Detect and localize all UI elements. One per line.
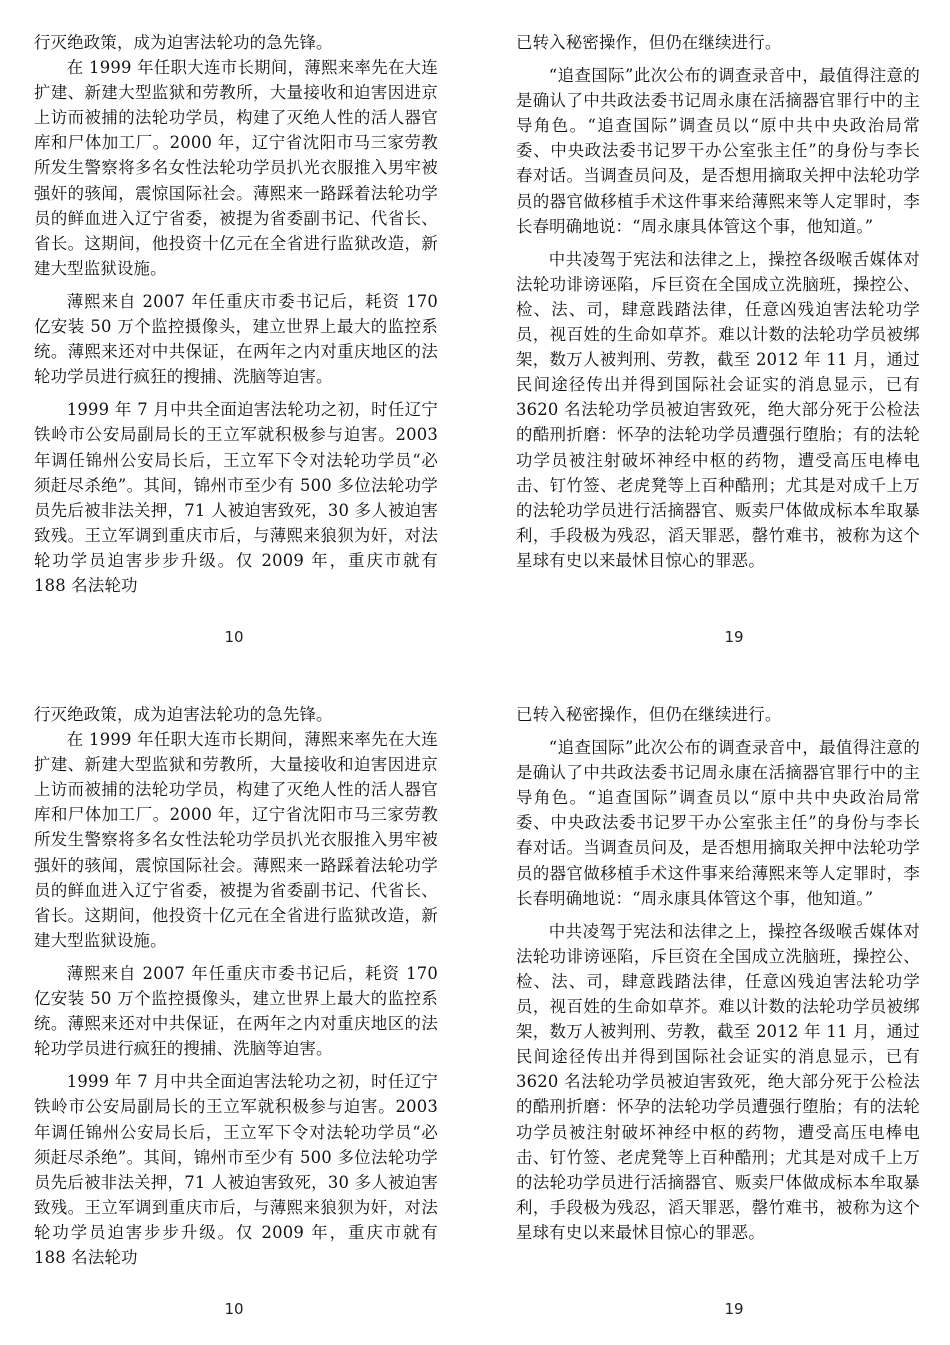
paragraph: 1999 年 7 月中共全面迫害法轮功之初，时任辽宁铁岭市公安局副局长的王立军就积极参与迫害。2003 年调任锦州公安局长后，王立军下令对法轮功学员“必须赶尽杀绝”。其间，锦州市至少有 500 多位法轮功学员先后被非法关押，71 人被迫害致死，30 多人被迫害致残。王立军调到重庆市后，与薄熙来狼狈为奸，对法轮功学员迫害步步升级。仅 2009 年，重庆市就有 188 名法轮功 — [34, 400, 438, 595]
paragraph: 中共凌驾于宪法和法律之上，操控各级喉舌媒体对法轮功诽谤诬陷，斥巨资在全国成立洗脑班，操控公、检、法、司，肆意践踏法律，任意凶残迫害法轮功学员，视百姓的生命如草芥。难以计数的法轮功学员被绑架，数万人被判刑、劳教，截至 2012 年 11 月，通过民间途径传出并得到国际社会证实的消息显示，已有 3620 名法轮功学员被迫害致死，绝大部分死于公检法的酷刑折磨：怀孕的法轮功学员遭强行堕胎；有的法轮功学员被注射破坏神经中枢的药物，遭受高压电棒电击、钉竹签、老虎凳等上百种酷刑；尤其是对成千上万的法轮功学员进行活摘器官、贩卖尸体做成标本牟取暴利，手段极为残忍，滔天罪恶，罄竹难书，被称为这个星球有史以来最怵目惊心的罪恶。 — [516, 249, 920, 570]
paragraph: 中共凌驾于宪法和法律之上，操控各级喉舌媒体对法轮功诽谤诬陷，斥巨资在全国成立洗脑班，操控公、检、法、司，肆意践踏法律，任意凶残迫害法轮功学员，视百姓的生命如草芥。难以计数的法轮功学员被绑架，数万人被判刑、劳教，截至 2012 年 11 月，通过民间途径传出并得到国际社会证实的消息显示，已有 3620 名法轮功学员被迫害致死，绝大部分死于公检法的酷刑折磨：怀孕的法轮功学员遭强行堕胎；有的法轮功学员被注射破坏神经中枢的药物，遭受高压电棒电击、钉竹签、老虎凳等上百种酷刑；尤其是对成千上万的法轮功学员进行活摘器官、贩卖尸体做成标本牟取暴利，手段极为残忍，滔天罪恶，罄竹难书，被称为这个星球有史以来最怵目惊心的罪恶。 — [516, 921, 920, 1242]
page-number: 19 — [724, 628, 744, 646]
paragraph: “追查国际”此次公布的调查录音中，最值得注意的是确认了中共政法委书记周永康在活摘器官罪行中的主导角色。“追查国际”调查员以“原中共中央政治局常委、中央政法委书记罗干办公室张主任”的身份与李长春对话。当调查员问及，是否想用摘取关押中法轮功学员的器官做移植手术这件事来给薄熙来等人定罪时，李长春明确地说：“周永康具体管这个事，他知道。” — [516, 738, 920, 908]
paragraph: 在 1999 年任职大连市长期间，薄熙来率先在大连扩建、新建大型监狱和劳教所，大量接收和迫害因进京上访而被捕的法轮功学员，构建了灭绝人性的活人器官库和尸体加工厂。2000 年，辽宁省沈阳市马三家劳教所发生警察将多名女性法轮功学员扒光衣服推入男牢被强奸的骇闻，震惊国际社会。薄熙来一路踩着法轮功学员的鲜血进入辽宁省委，被提为省委副书记、代省长、省长。这期间，他投资十亿元在全省进行监狱改造，新建大型监狱设施。 — [34, 730, 438, 950]
left-page — [34, 30, 438, 640]
spread-top — [0, 0, 950, 672]
paragraph: 薄熙来自 2007 年任重庆市委书记后，耗资 170 亿安装 50 万个监控摄像头，建立世界上最大的监控系统。薄熙来还对中共保证，在两年之内对重庆地区的法轮功学员进行疯狂的搜捕、洗脑等迫害。 — [34, 963, 438, 1059]
page-number: 10 — [224, 628, 244, 646]
paragraph: 1999 年 7 月中共全面迫害法轮功之初，时任辽宁铁岭市公安局副局长的王立军就积极参与迫害。2003 年调任锦州公安局长后，王立军下令对法轮功学员“必须赶尽杀绝”。其间，锦州市至少有 500 多位法轮功学员先后被非法关押，71 人被迫害致死，30 多人被迫害致残。王立军调到重庆市后，与薄熙来狼狈为奸，对法轮功学员迫害步步升级。仅 2009 年，重庆市就有 188 名法轮功 — [34, 1072, 438, 1267]
paragraph: 行灭绝政策，成为迫害法轮功的急先锋。 — [34, 705, 333, 724]
right-page — [516, 702, 920, 1312]
paragraph: 已转入秘密操作，但仍在继续进行。 — [516, 33, 782, 52]
spread-bottom — [0, 672, 950, 1344]
paragraph: 已转入秘密操作，但仍在继续进行。 — [516, 705, 782, 724]
paragraph: “追查国际”此次公布的调查录音中，最值得注意的是确认了中共政法委书记周永康在活摘器官罪行中的主导角色。“追查国际”调查员以“原中共中央政治局常委、中央政法委书记罗干办公室张主任”的身份与李长春对话。当调查员问及，是否想用摘取关押中法轮功学员的器官做移植手术这件事来给薄熙来等人定罪时，李长春明确地说：“周永康具体管这个事，他知道。” — [516, 66, 920, 236]
right-page — [516, 30, 920, 640]
paragraph: 在 1999 年任职大连市长期间，薄熙来率先在大连扩建、新建大型监狱和劳教所，大量接收和迫害因进京上访而被捕的法轮功学员，构建了灭绝人性的活人器官库和尸体加工厂。2000 年，辽宁省沈阳市马三家劳教所发生警察将多名女性法轮功学员扒光衣服推入男牢被强奸的骇闻，震惊国际社会。薄熙来一路踩着法轮功学员的鲜血进入辽宁省委，被提为省委副书记、代省长、省长。这期间，他投资十亿元在全省进行监狱改造，新建大型监狱设施。 — [34, 58, 438, 278]
paragraph: 行灭绝政策，成为迫害法轮功的急先锋。 — [34, 33, 333, 52]
page-number: 19 — [724, 1300, 744, 1318]
page-number: 10 — [224, 1300, 244, 1318]
left-page — [34, 702, 438, 1312]
paragraph: 薄熙来自 2007 年任重庆市委书记后，耗资 170 亿安装 50 万个监控摄像头，建立世界上最大的监控系统。薄熙来还对中共保证，在两年之内对重庆地区的法轮功学员进行疯狂的搜捕、洗脑等迫害。 — [34, 291, 438, 387]
